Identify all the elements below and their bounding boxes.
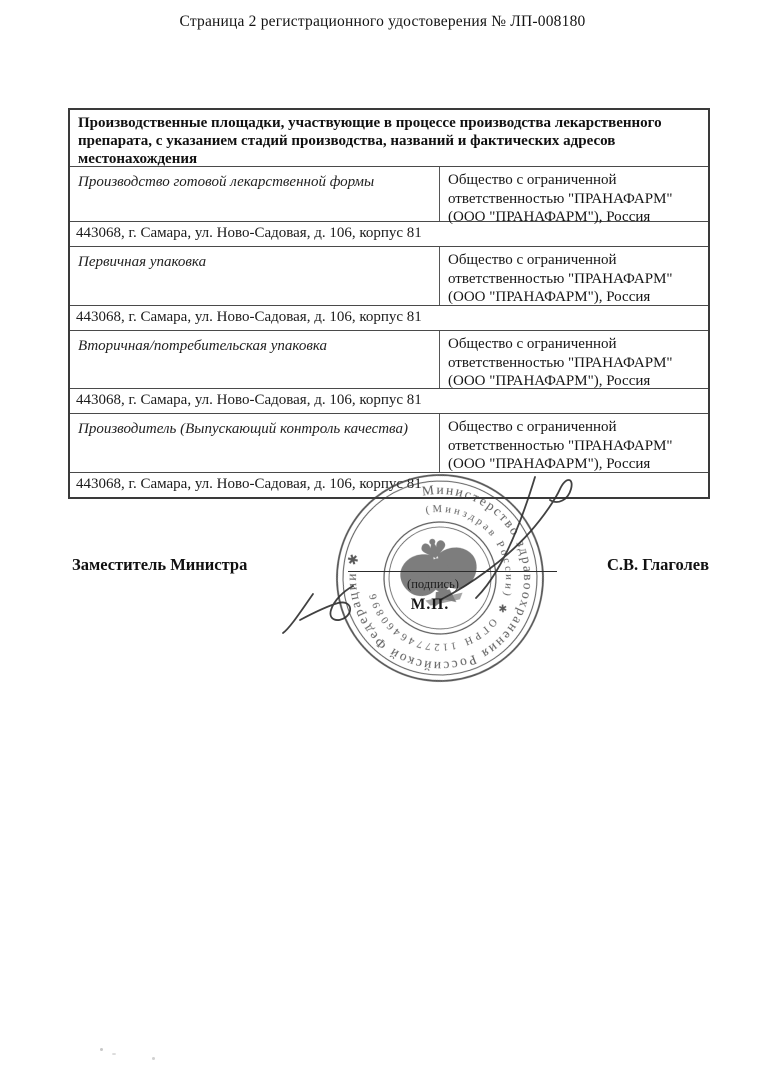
stage-cell: Производитель (Выпускающий контроль качества) bbox=[78, 421, 408, 437]
address-cell: 443068, г. Самара, ул. Ново-Садовая, д. 106, корпус 81 bbox=[76, 309, 422, 325]
page-header: Страница 2 регистрационного удостоверения № ЛП-008180 bbox=[179, 13, 586, 30]
table-title-row bbox=[70, 110, 708, 166]
handwritten-signature bbox=[270, 400, 600, 670]
company-cell: Общество с ограниченной ответственностью "ПРАНАФАРМ" (ООО "ПРАНАФАРМ"), Россия bbox=[439, 331, 708, 388]
address-cell: 443068, г. Самара, ул. Ново-Садовая, д. 106, корпус 81 bbox=[76, 225, 422, 241]
signer-title: Заместитель Министра bbox=[72, 555, 248, 574]
scan-artifact bbox=[100, 1048, 103, 1051]
signature-line bbox=[348, 571, 557, 572]
signature-caption: (подпись) bbox=[407, 577, 459, 591]
table-row bbox=[70, 305, 708, 330]
stage-cell: Первичная упаковка bbox=[78, 254, 207, 270]
scan-artifact bbox=[112, 1053, 116, 1055]
signer-name: С.В. Глаголев bbox=[606, 555, 709, 574]
scan-artifact bbox=[152, 1057, 155, 1060]
table-title: Производственные площадки, участвующие в процессе производства лекарственного препарата, с указанием стадий производства, названий и фактических адресов местонахождения bbox=[78, 115, 662, 167]
company-cell: Общество с ограниченной ответственностью "ПРАНАФАРМ" (ООО "ПРАНАФАРМ"), Россия bbox=[439, 414, 708, 472]
company-cell: Общество с ограниченной ответственностью "ПРАНАФАРМ" (ООО "ПРАНАФАРМ"), Россия bbox=[439, 167, 708, 221]
address-cell: 443068, г. Самара, ул. Ново-Садовая, д. 106, корпус 81 bbox=[76, 392, 422, 408]
table-row bbox=[70, 246, 708, 305]
stage-cell: Вторичная/потребительская упаковка bbox=[78, 338, 328, 354]
seal-place-mark: М.П. bbox=[410, 596, 450, 613]
table-row bbox=[70, 330, 708, 388]
table-row bbox=[70, 166, 708, 225]
stamp-inner-ring-text: (Минздрав России) ✱ ОГРН 1127746460896 bbox=[367, 503, 514, 653]
stage-cell: Производство готовой лекарственной формы bbox=[78, 174, 375, 190]
stamp-outer-ring-text: Министерство здравоохранения Российской Федерации ✱ bbox=[343, 481, 536, 675]
company-cell: Общество с ограниченной ответственностью "ПРАНАФАРМ" (ООО "ПРАНАФАРМ"), Россия bbox=[439, 247, 708, 305]
table-row bbox=[70, 221, 708, 246]
address-cell: 443068, г. Самара, ул. Ново-Садовая, д. 106, корпус 81 bbox=[76, 476, 422, 492]
